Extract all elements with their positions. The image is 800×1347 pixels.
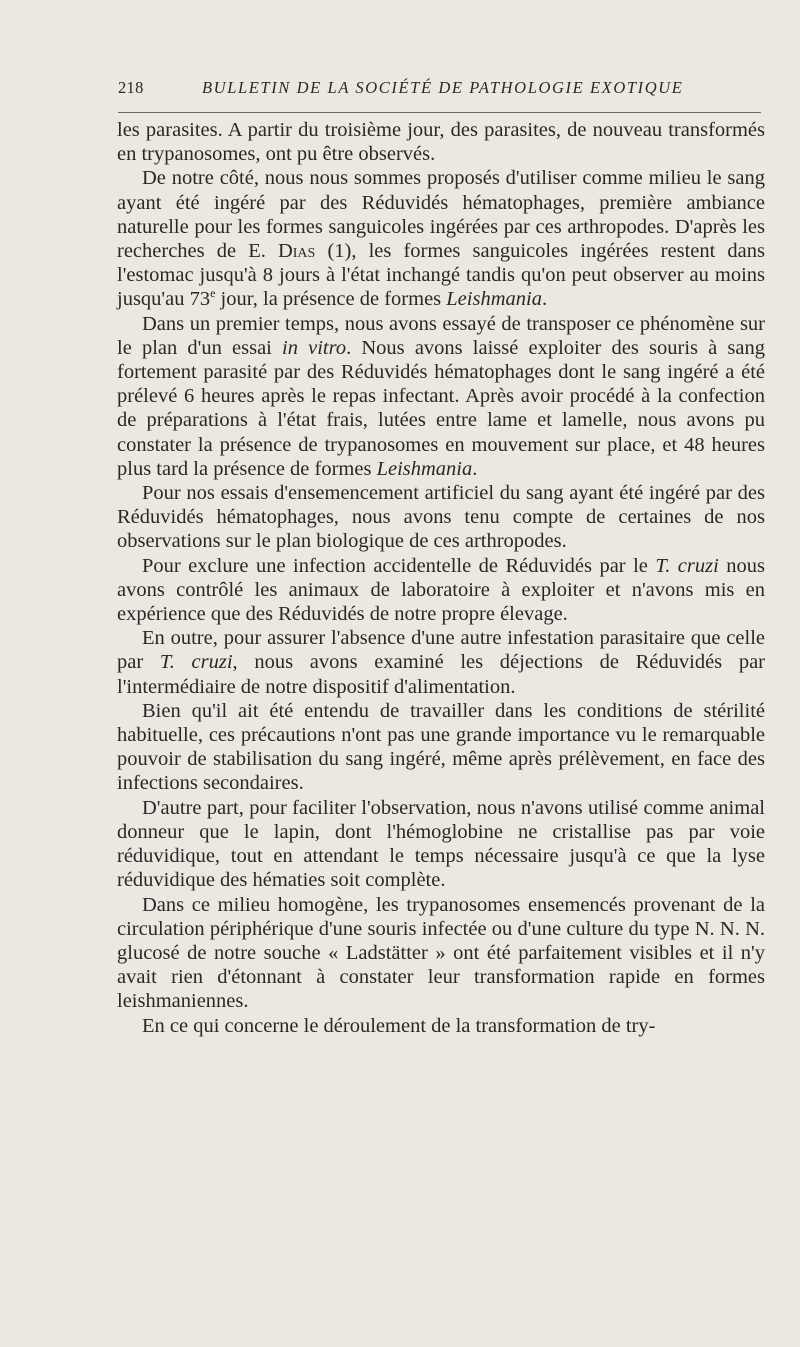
- paragraph-2: De notre côté, nous nous sommes proposés d'utiliser comme milieu le sang ayant été ingéré par des Réduvidés hématophages, première ambiance naturelle pour les formes sanguicoles ingérées par ces arthropodes. D'après les recherches de E. Dias (1), les formes sanguicoles ingérées restent dans l'estomac jusqu'à 8 jours à l'état inchangé tandis qu'on peut observer au moins jusqu'au 73e jour, la présence de formes Leishmania.: [117, 167, 766, 311]
- article-body: [117, 118, 765, 1038]
- paragraph-9: Dans ce milieu homogène, les trypanosomes ensemencés provenant de la circulation périphérique d'une souris infectée ou d'une culture du type N. N. N. glucosé de notre souche « Ladstätter » ont été parfaitement visibles et il n'y avait rien d'étonnant à constater leur transformation rapide en formes leishmaniennes.: [117, 893, 765, 1013]
- paragraph-6: En outre, pour assurer l'absence d'une autre infestation parasitaire que celle par T. cruzi, nous avons examiné les déjections de Réduvidés par l'intermédiaire de notre dispositif d'alimentation.: [117, 627, 765, 698]
- page-number: 218: [118, 78, 144, 97]
- author-name: Dias: [277, 240, 316, 263]
- paragraph-10: En ce qui concerne le déroulement de la transformation de try-: [142, 1014, 656, 1037]
- paragraph-8: D'autre part, pour faciliter l'observation, nous n'avons utilisé comme animal donneur que le lapin, dont l'hémoglobine ne cristallise pas par voie réduvidique, tout en attendant le temps nécessaire jusqu'à ce que la lyse réduvidique des hématies soit complète.: [117, 796, 765, 892]
- paragraph-1: les parasites. A partir du troisième jour, des parasites, de nouveau transformés en trypanosomes, ont pu être observés.: [117, 119, 765, 166]
- header-rule: [118, 112, 761, 113]
- paragraph-4: Pour nos essais d'ensemencement artificiel du sang ayant été ingéré par des Réduvidés hématophages, nous avons tenu compte de certaines de nos observations sur le plan biologique de ces arthropodes.: [117, 482, 765, 553]
- paragraph-7: Bien qu'il ait été entendu de travailler dans les conditions de stérilité habituelle, ces précautions n'ont pas une grande importance vu le remarquable pouvoir de stabilisation du sang ingéré, même après prélèvement, en face des infections secondaires.: [117, 699, 765, 795]
- paragraph-3: Dans un premier temps, nous avons essayé de transposer ce phénomène sur le plan d'un essai in vitro. Nous avons laissé exploiter des souris à sang fortement parasité par des Réduvidés hématophages dont le sang ingéré a été prélevé 6 heures après le repas infectant. Après avoir procédé à la confection de préparations à l'état frais, lutées entre lame et lamelle, nous avons pu constater la présence de trypanosomes en mouvement sur place, et 48 heures plus tard la présence de formes Leishmania.: [117, 312, 765, 480]
- running-title: BULLETIN DE LA SOCIÉTÉ DE PATHOLOGIE EXOTIQUE: [202, 78, 684, 97]
- paragraph-5: Pour exclure une infection accidentelle de Réduvidés par le T. cruzi nous avons contrôlé les animaux de laboratoire à exploiter et n'avons mis en expérience que des Réduvidés de notre propre élevage.: [117, 554, 765, 626]
